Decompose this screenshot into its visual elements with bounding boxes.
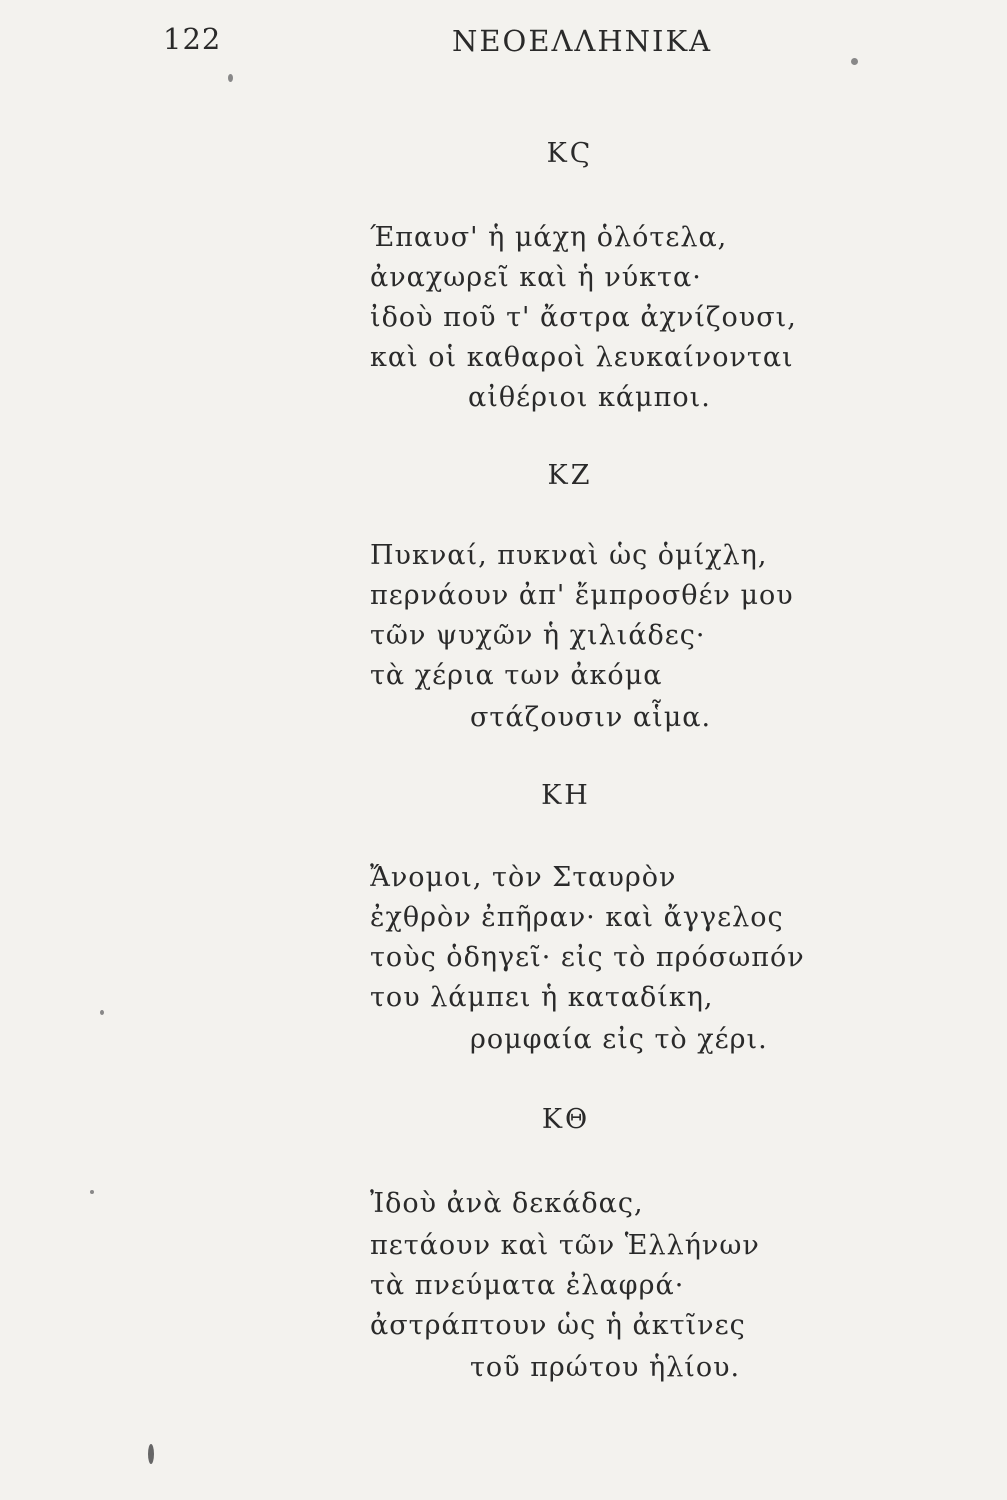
verse-line: τοὺς ὁδηγεῖ· εἰς τὸ πρόσωπόν <box>370 942 805 973</box>
section-heading: ΚΖ <box>547 460 593 491</box>
verse-line: ἐχθρὸν ἐπῆραν· καὶ ἄγγελος <box>370 902 784 933</box>
verse-line: τὰ πνεύματα ἐλαφρά· <box>370 1270 685 1301</box>
paper-speck <box>851 58 858 65</box>
section-heading: ΚΘ <box>541 1104 591 1135</box>
verse-line: καὶ οἱ καθαροὶ λευκαίνονται <box>370 342 794 373</box>
verse-line: Ἄνομοι, τὸν Σταυρὸν <box>370 862 677 893</box>
verse-line: του λάμπει ἡ καταδίκη, <box>370 982 714 1013</box>
verse-line: περνάουν ἀπ' ἔμπροσθέν μου <box>370 580 794 611</box>
verse-line: Ἰδοὺ ἀνὰ δεκάδας, <box>370 1188 644 1219</box>
paper-speck <box>90 1190 94 1194</box>
paper-speck <box>148 1444 154 1464</box>
section-heading: ΚΗ <box>541 780 591 811</box>
paper-speck <box>100 1010 104 1015</box>
running-title: ΝΕΟΕΛΛΗΝΙΚΑ <box>452 24 713 58</box>
verse-line: τοῦ πρώτου ἡλίου. <box>470 1352 741 1383</box>
verse-line: ἀναχωρεῖ καὶ ἡ νύκτα· <box>370 262 702 293</box>
verse-line: ρομφαία εἰς τὸ χέρι. <box>470 1024 768 1055</box>
verse-line: πετάουν καὶ τῶν Ἑλλήνων <box>370 1230 760 1261</box>
section-heading: ΚϚ <box>546 138 594 169</box>
verse-line: αἰθέριοι κάμποι. <box>468 382 711 413</box>
verse-line: τὰ χέρια των ἀκόμα <box>370 660 663 691</box>
page-number: 122 <box>163 22 222 56</box>
paper-speck <box>228 74 233 82</box>
verse-line: στάζουσιν αἷμα. <box>470 702 712 733</box>
verse-line: Πυκναί, πυκναὶ ὡς ὁμίχλη, <box>370 540 768 571</box>
verse-line: ἀστράπτουν ὡς ἡ ἀκτῖνες <box>370 1310 746 1341</box>
verse-line: ἰδοὺ ποῦ τ' ἄστρα ἀχνίζουσι, <box>370 302 797 333</box>
verse-line: τῶν ψυχῶν ἡ χιλιάδες· <box>370 620 706 651</box>
verse-line: Έπαυσ' ἡ μάχη ὁλότελα, <box>370 222 728 253</box>
